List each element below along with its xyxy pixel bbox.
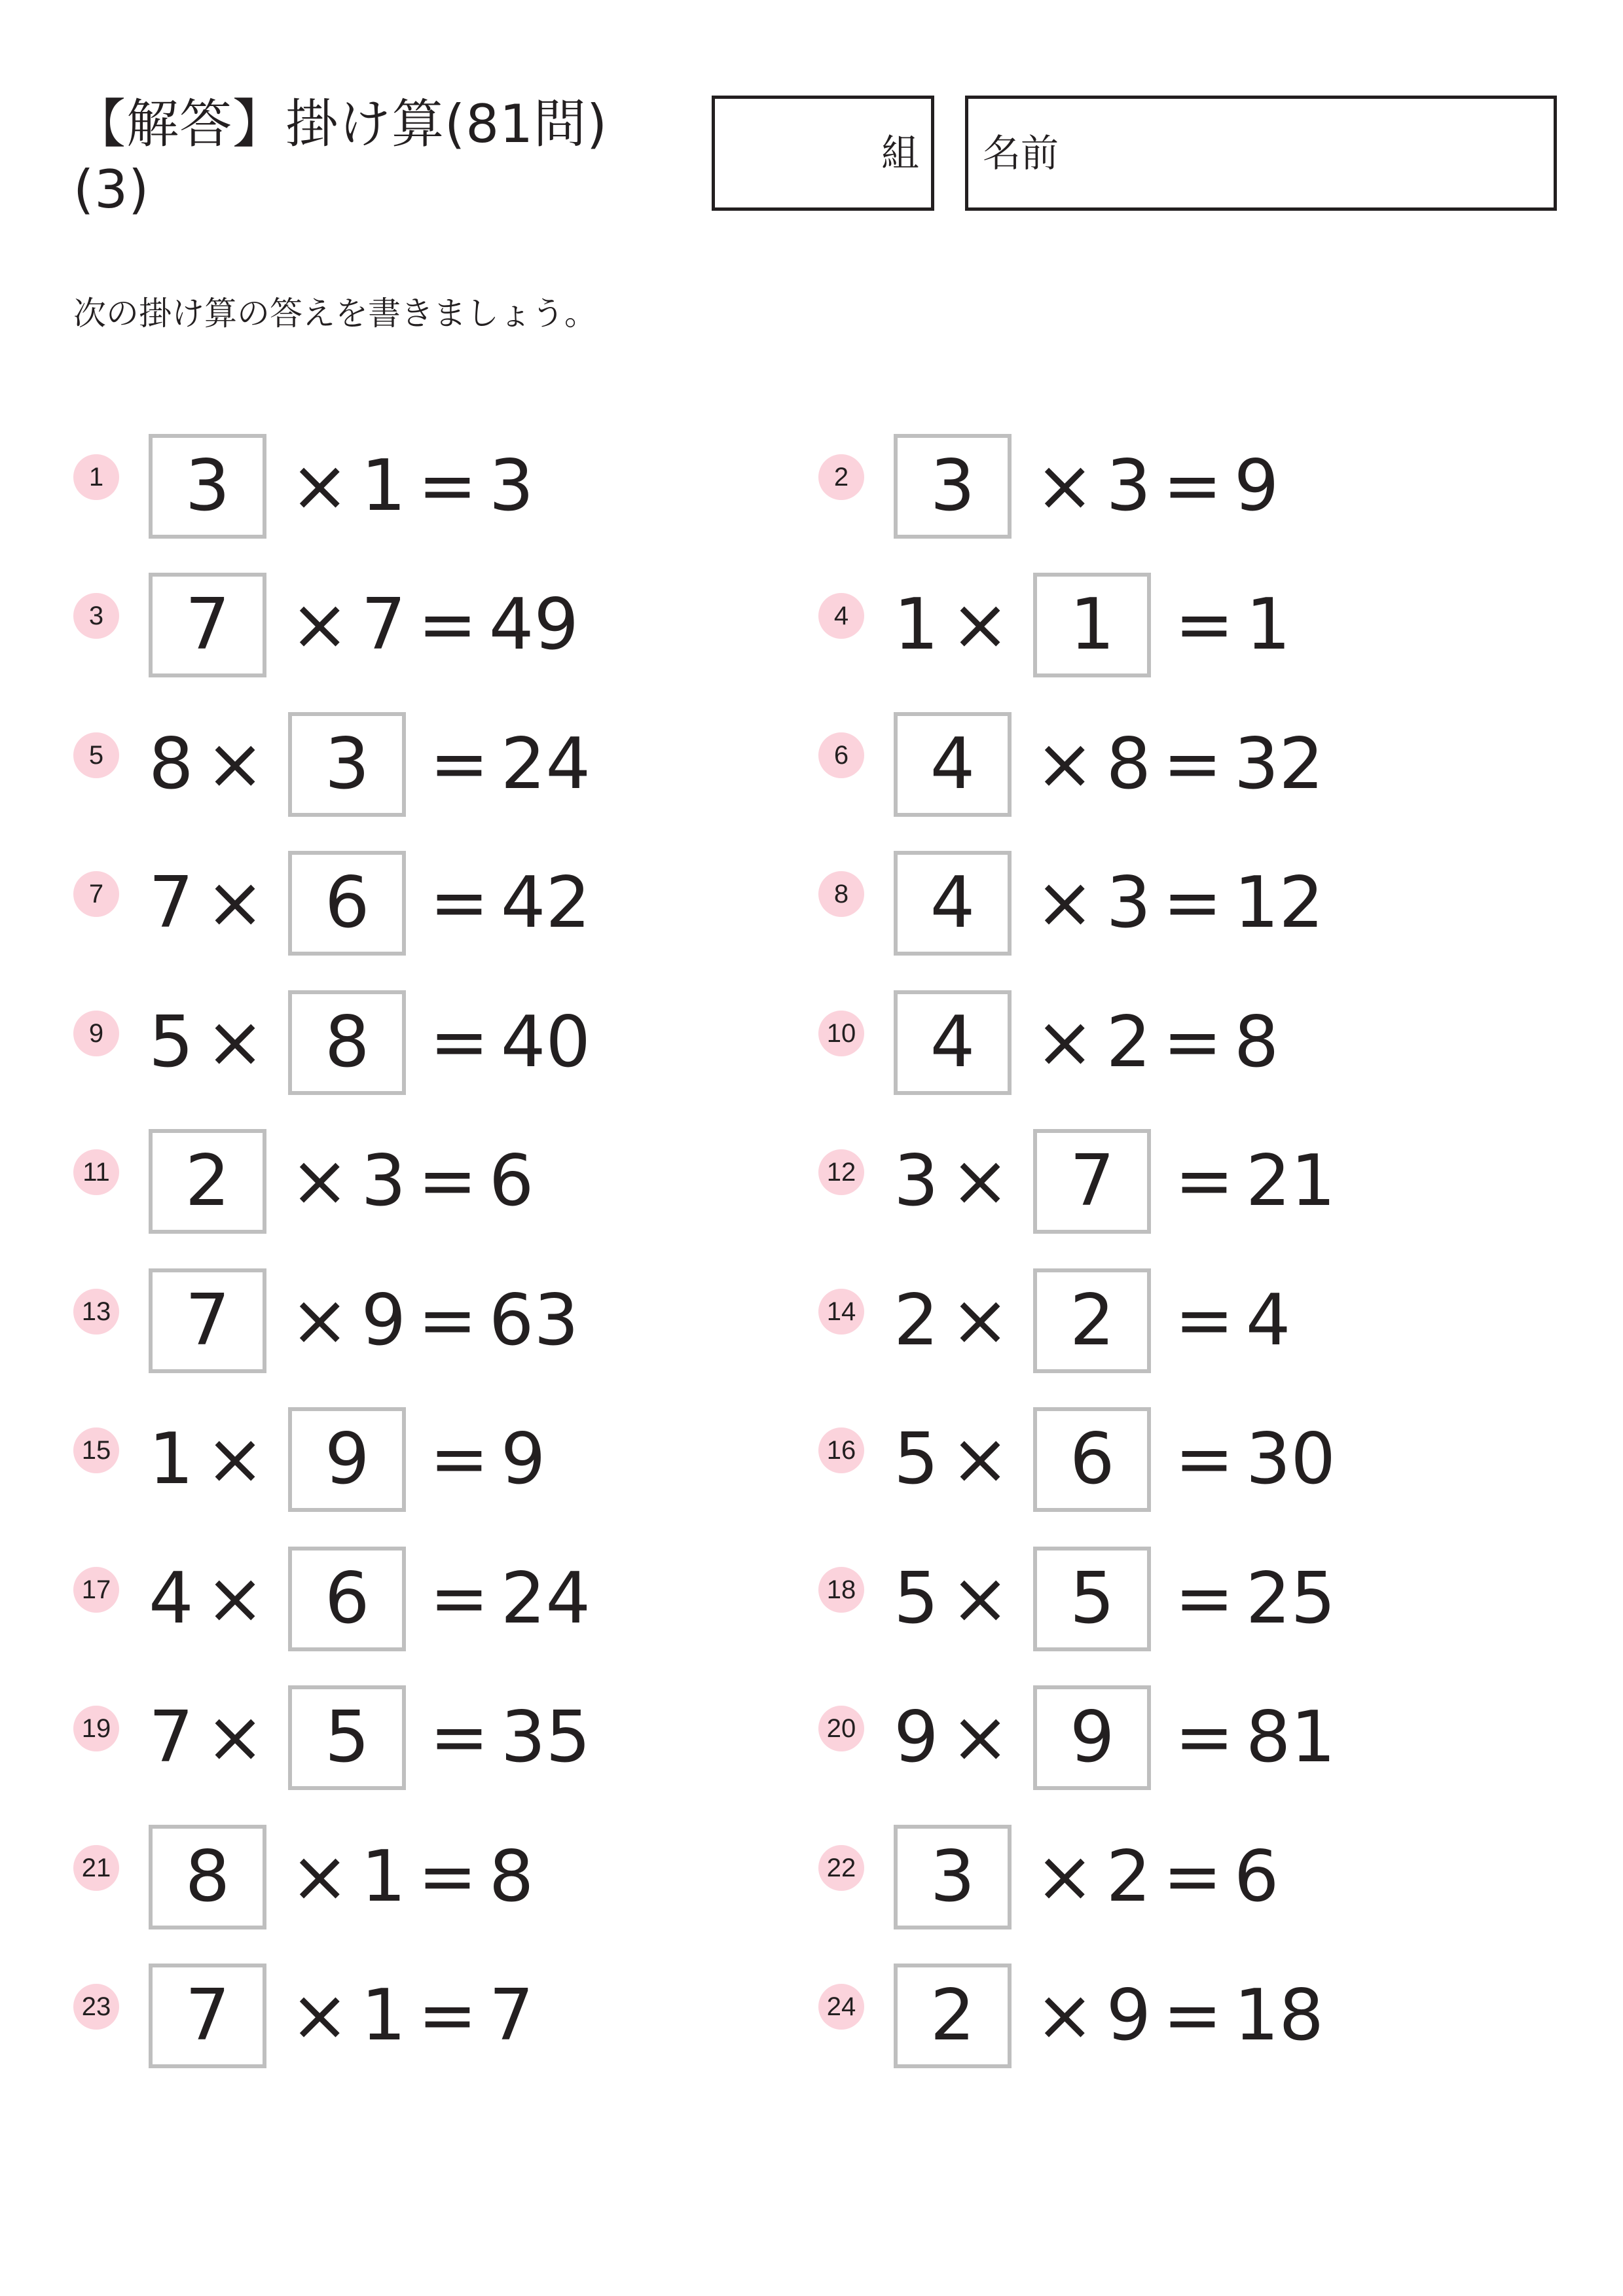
multiplicand: 7 (149, 862, 194, 944)
equals-sign: = (429, 1418, 489, 1500)
equation (149, 1129, 534, 1234)
problem-number-badge: 4 (818, 593, 864, 639)
equation (149, 1547, 591, 1651)
answer-box[interactable]: 7 (149, 573, 266, 677)
multiplicand: 5 (894, 1557, 939, 1640)
equation (149, 434, 534, 539)
product: 1 (1245, 584, 1291, 666)
equals-sign: = (1163, 1975, 1222, 2056)
times-sign: × (950, 1140, 1010, 1222)
times-sign: × (205, 1557, 265, 1640)
answer-box[interactable]: 3 (894, 434, 1012, 539)
equation (894, 990, 1279, 1095)
answer-box[interactable]: 9 (1033, 1685, 1151, 1790)
problem-number-badge: 21 (73, 1845, 119, 1891)
product: 40 (500, 1001, 591, 1083)
product: 18 (1233, 1975, 1324, 2056)
equation (149, 851, 591, 956)
product: 25 (1245, 1557, 1336, 1640)
multiplier: 3 (1106, 862, 1152, 944)
problem-item (73, 1545, 591, 1653)
product: 42 (500, 862, 591, 944)
problem-item (73, 571, 579, 679)
equation (894, 1407, 1336, 1512)
problem-number-badge: 10 (818, 1011, 864, 1056)
multiplier: 7 (361, 584, 407, 666)
problem-number-badge: 19 (73, 1706, 119, 1751)
equation (894, 1547, 1336, 1651)
equation (149, 1407, 545, 1512)
multiplicand: 5 (149, 1001, 194, 1083)
product: 8 (488, 1835, 534, 1918)
problem-number-badge: 7 (73, 871, 119, 917)
problem-item (818, 710, 1324, 818)
name-label: 名前 (983, 131, 1059, 175)
problem-number-badge: 18 (818, 1567, 864, 1613)
product: 49 (488, 584, 579, 666)
equation (894, 712, 1324, 817)
product: 8 (1233, 1001, 1279, 1083)
problem-item (818, 1545, 1336, 1653)
problem-number-badge: 2 (818, 454, 864, 500)
times-sign: × (290, 444, 350, 527)
answer-box[interactable]: 6 (288, 1547, 406, 1651)
equals-sign: = (418, 1140, 477, 1222)
problem-number-badge: 20 (818, 1706, 864, 1751)
times-sign: × (1035, 862, 1095, 944)
problem-number-badge: 13 (73, 1289, 119, 1335)
title-main: 【解答】掛け算(81問) (73, 94, 608, 154)
product: 21 (1245, 1140, 1336, 1222)
answer-box[interactable]: 6 (1033, 1407, 1151, 1512)
product: 7 (488, 1975, 534, 2056)
problem-item (818, 1684, 1336, 1792)
problem-number-badge: 6 (818, 732, 864, 778)
product: 30 (1245, 1418, 1336, 1500)
times-sign: × (290, 1835, 350, 1918)
equals-sign: = (418, 1835, 477, 1918)
product: 9 (1233, 444, 1279, 527)
class-label: 組 (881, 131, 919, 175)
times-sign: × (950, 1418, 1010, 1500)
product: 32 (1233, 723, 1324, 805)
multiplier: 1 (361, 444, 407, 527)
answer-box[interactable]: 5 (1033, 1547, 1151, 1651)
multiplicand: 5 (894, 1418, 939, 1500)
problem-number-badge: 9 (73, 1011, 119, 1056)
problem-item (73, 1962, 534, 2070)
multiplier: 3 (361, 1140, 407, 1222)
product: 6 (1233, 1835, 1279, 1918)
problem-number-badge: 8 (818, 871, 864, 917)
problem-item (73, 988, 591, 1096)
answer-box[interactable]: 3 (894, 1825, 1012, 1929)
answer-box[interactable]: 4 (894, 712, 1012, 817)
equals-sign: = (1175, 1418, 1234, 1500)
title-sheet-number: (3) (73, 159, 150, 220)
problem-number-badge: 12 (818, 1149, 864, 1195)
answer-box[interactable]: 6 (288, 851, 406, 956)
answer-box[interactable]: 2 (894, 1964, 1012, 2068)
product: 3 (488, 444, 534, 527)
problem-item (818, 1823, 1279, 1931)
multiplier: 2 (1106, 1835, 1152, 1918)
multiplicand: 8 (149, 723, 194, 805)
problem-item (73, 850, 591, 958)
equation (149, 1964, 534, 2068)
multiplier: 9 (361, 1279, 407, 1361)
equation (894, 851, 1324, 956)
equation (894, 1964, 1324, 2068)
problem-number-badge: 16 (818, 1427, 864, 1473)
times-sign: × (1035, 723, 1095, 805)
answer-box[interactable]: 2 (149, 1129, 266, 1234)
problem-number-badge: 24 (818, 1984, 864, 2030)
problem-item (818, 988, 1279, 1096)
problem-item (73, 432, 534, 540)
equation (149, 1825, 534, 1929)
times-sign: × (950, 1696, 1010, 1778)
equation (149, 712, 591, 817)
answer-box[interactable]: 7 (149, 1268, 266, 1373)
equals-sign: = (429, 1696, 489, 1778)
multiplicand: 2 (894, 1279, 939, 1361)
product: 81 (1245, 1696, 1336, 1778)
multiplicand: 7 (149, 1696, 194, 1778)
times-sign: × (950, 584, 1010, 666)
equals-sign: = (1163, 1835, 1222, 1918)
multiplier: 8 (1106, 723, 1152, 805)
problem-item (818, 850, 1324, 958)
multiplicand: 9 (894, 1696, 939, 1778)
equals-sign: = (1175, 584, 1234, 666)
equals-sign: = (429, 723, 489, 805)
answer-box[interactable]: 5 (288, 1685, 406, 1790)
equation (894, 1129, 1336, 1234)
product: 4 (1245, 1279, 1291, 1361)
answer-box[interactable]: 8 (288, 990, 406, 1095)
equals-sign: = (429, 862, 489, 944)
product: 24 (500, 1557, 591, 1640)
times-sign: × (205, 862, 265, 944)
times-sign: × (290, 584, 350, 666)
answer-box[interactable]: 2 (1033, 1268, 1151, 1373)
multiplicand: 1 (894, 584, 939, 666)
problem-number-badge: 3 (73, 593, 119, 639)
equals-sign: = (1163, 444, 1222, 527)
times-sign: × (950, 1557, 1010, 1640)
equals-sign: = (429, 1557, 489, 1640)
answer-box[interactable]: 4 (894, 990, 1012, 1095)
times-sign: × (205, 1001, 265, 1083)
equals-sign: = (429, 1001, 489, 1083)
multiplicand: 1 (149, 1418, 194, 1500)
problem-item (73, 710, 591, 818)
answer-box[interactable]: 4 (894, 851, 1012, 956)
equals-sign: = (418, 1975, 477, 2056)
times-sign: × (290, 1975, 350, 2056)
equation (894, 1268, 1290, 1373)
equation (894, 1685, 1336, 1790)
equation (149, 990, 591, 1095)
answer-box[interactable]: 9 (288, 1407, 406, 1512)
equation (149, 1268, 579, 1373)
answer-box[interactable]: 8 (149, 1825, 266, 1929)
equation (149, 573, 579, 677)
equals-sign: = (1163, 723, 1222, 805)
times-sign: × (290, 1279, 350, 1361)
problem-item (818, 571, 1290, 679)
answer-box[interactable]: 3 (149, 434, 266, 539)
instruction-text: 次の掛け算の答えを書きましょう。 (73, 295, 597, 332)
answer-box[interactable]: 7 (1033, 1129, 1151, 1234)
equals-sign: = (1175, 1696, 1234, 1778)
times-sign: × (205, 1696, 265, 1778)
multiplier: 1 (361, 1975, 407, 2056)
product: 6 (488, 1140, 534, 1222)
problem-item (818, 432, 1279, 540)
problem-number-badge: 23 (73, 1984, 119, 2030)
equation (894, 434, 1279, 539)
product: 63 (488, 1279, 579, 1361)
problem-number-badge: 14 (818, 1289, 864, 1335)
problem-item (818, 1128, 1336, 1236)
problem-number-badge: 1 (73, 454, 119, 500)
problem-item (73, 1823, 534, 1931)
answer-box[interactable]: 3 (288, 712, 406, 817)
equals-sign: = (1175, 1140, 1234, 1222)
times-sign: × (205, 723, 265, 805)
times-sign: × (1035, 444, 1095, 527)
problem-number-badge: 17 (73, 1567, 119, 1613)
product: 9 (500, 1418, 546, 1500)
times-sign: × (1035, 1001, 1095, 1083)
product: 12 (1233, 862, 1324, 944)
problem-item (73, 1684, 591, 1792)
multiplier: 2 (1106, 1001, 1152, 1083)
equals-sign: = (1175, 1557, 1234, 1640)
times-sign: × (1035, 1975, 1095, 2056)
equation (894, 573, 1290, 677)
equals-sign: = (1175, 1279, 1234, 1361)
multiplicand: 3 (894, 1140, 939, 1222)
problem-item (73, 1406, 545, 1514)
times-sign: × (205, 1418, 265, 1500)
equals-sign: = (418, 1279, 477, 1361)
equals-sign: = (1163, 1001, 1222, 1083)
multiplier: 9 (1106, 1975, 1152, 2056)
problem-number-badge: 22 (818, 1845, 864, 1891)
equals-sign: = (418, 584, 477, 666)
problem-item (818, 1962, 1324, 2070)
equation (894, 1825, 1279, 1929)
problem-item (73, 1128, 534, 1236)
problem-item (818, 1266, 1290, 1374)
answer-box[interactable]: 7 (149, 1964, 266, 2068)
equation (149, 1685, 591, 1790)
multiplicand: 4 (149, 1557, 194, 1640)
times-sign: × (1035, 1835, 1095, 1918)
problem-number-badge: 15 (73, 1427, 119, 1473)
problem-item (818, 1406, 1336, 1514)
answer-box[interactable]: 1 (1033, 573, 1151, 677)
product: 35 (500, 1696, 591, 1778)
multiplier: 1 (361, 1835, 407, 1918)
equals-sign: = (418, 444, 477, 527)
product: 24 (500, 723, 591, 805)
problem-item (73, 1266, 579, 1374)
multiplier: 3 (1106, 444, 1152, 527)
equals-sign: = (1163, 862, 1222, 944)
times-sign: × (950, 1279, 1010, 1361)
problem-number-badge: 11 (73, 1149, 119, 1195)
problem-number-badge: 5 (73, 732, 119, 778)
times-sign: × (290, 1140, 350, 1222)
